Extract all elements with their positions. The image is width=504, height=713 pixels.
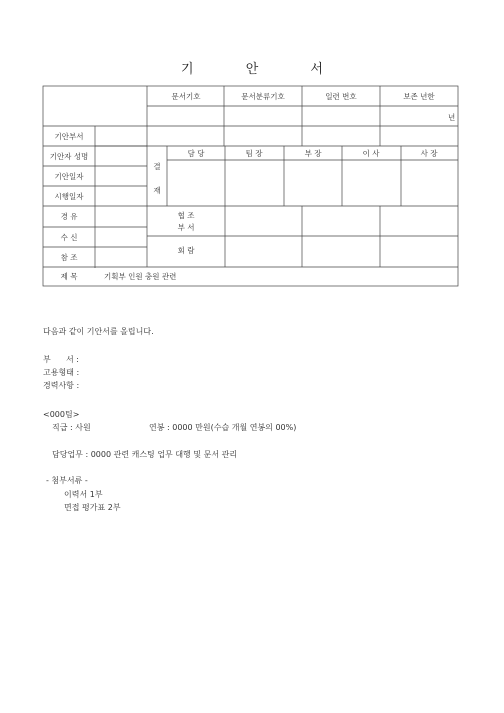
draft-date-label: 기안일자 xyxy=(54,172,84,181)
department-line: 부 서 : xyxy=(43,355,79,364)
recipient-label: 수 신 xyxy=(60,233,78,242)
retention-unit: 년 xyxy=(448,113,456,122)
draft-department-label: 기안부서 xyxy=(54,132,84,141)
doc-class-code-header: 문서분류기호 xyxy=(241,92,285,101)
execution-date-label: 시행일자 xyxy=(54,192,84,201)
approval-role-team-leader: 팀 장 xyxy=(245,149,263,158)
position-line: 직급 : 사원 xyxy=(52,423,91,432)
employment-type-line: 고용형태 : xyxy=(43,368,80,377)
approval-role-director: 이 사 xyxy=(362,149,380,158)
drafter-name-label: 기안자 성명 xyxy=(49,152,89,161)
approval-label-bottom: 재 xyxy=(153,186,161,195)
approval-role-manager: 부 장 xyxy=(304,149,322,158)
doc-code-header: 문서기호 xyxy=(171,92,201,101)
reference-label: 참 조 xyxy=(60,253,78,262)
subject-value: 기획부 인원 충원 관련 xyxy=(104,272,177,281)
serial-number-header: 일련 번호 xyxy=(325,92,357,101)
cooperation-label-2: 부 서 xyxy=(177,223,195,232)
circulation-label: 회 람 xyxy=(177,246,195,255)
document-title: 기 안 서 xyxy=(181,62,347,77)
subject-label: 제 목 xyxy=(60,272,78,281)
duty-line: 담당업무 : 0000 관련 캐스팅 업무 대행 및 문서 관리 xyxy=(52,450,238,459)
approval-role-president: 사 장 xyxy=(420,149,438,158)
approval-role-staff: 담 당 xyxy=(187,149,205,158)
salary-line: 연봉 : 0000 만원(수습 개월 연봉의 00%) xyxy=(149,423,297,432)
intro-text: 다음과 같이 기안서를 올립니다. xyxy=(43,327,154,336)
retention-period-header: 보존 년한 xyxy=(403,92,435,101)
approval-label-top: 결 xyxy=(153,162,161,171)
via-label: 경 유 xyxy=(60,212,78,221)
career-line: 경력사항 : xyxy=(43,381,80,390)
team-heading: <000팀> xyxy=(43,410,80,419)
attachment-item: 이력서 1부 xyxy=(64,490,103,499)
attachment-item: 면접 평가표 2부 xyxy=(64,503,121,512)
cooperation-label-1: 협 조 xyxy=(177,211,195,220)
attachments-heading: - 첨부서류 - xyxy=(46,476,88,485)
